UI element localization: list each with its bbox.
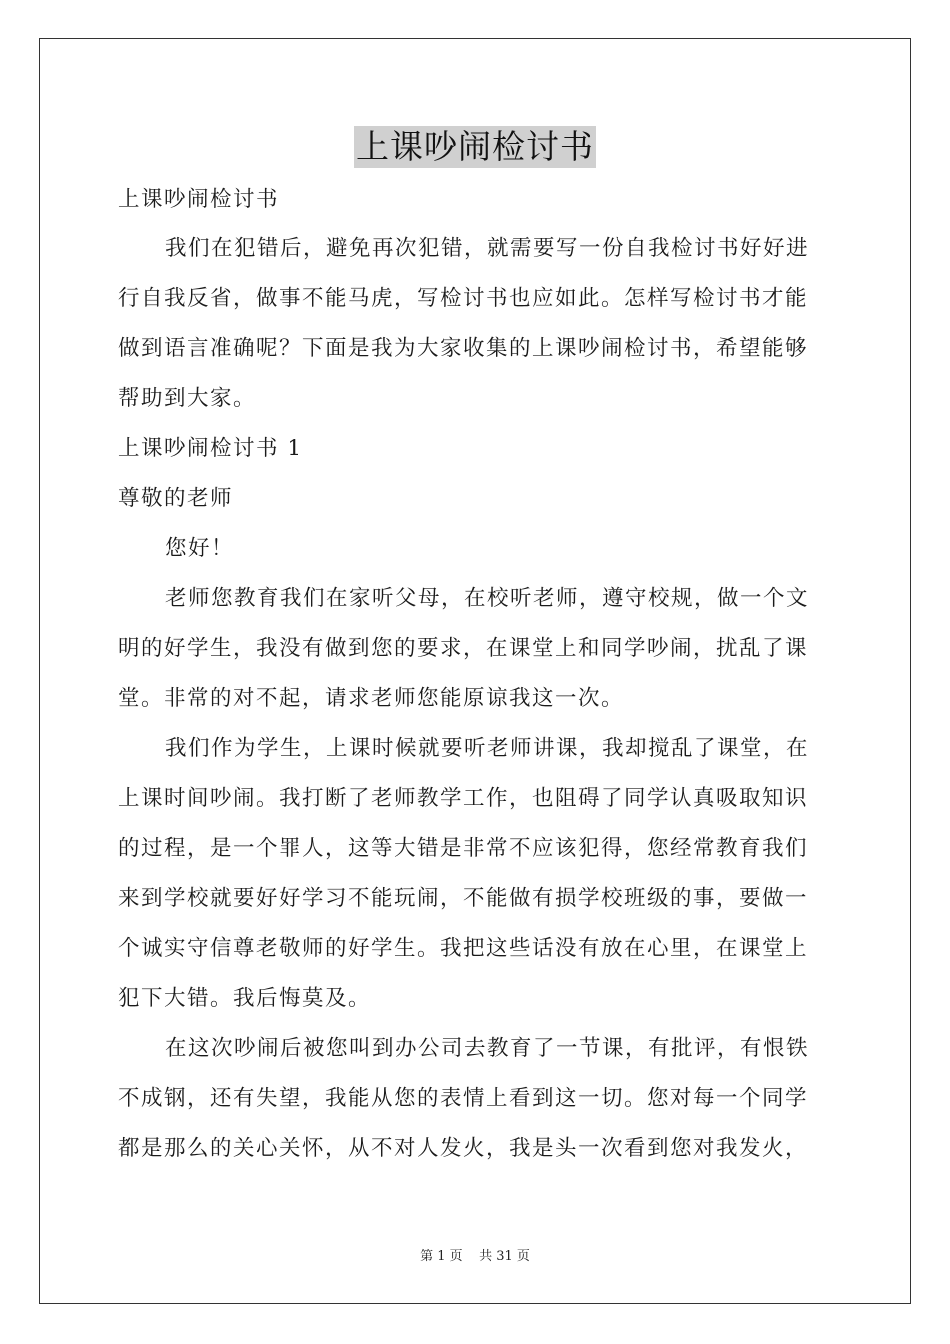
document-title: 上课吵闹检讨书 — [356, 127, 594, 166]
body-line: 明的好学生，我没有做到您的要求，在课堂上和同学吵闹，扰乱了课 — [118, 636, 809, 661]
greeting: 您好！ — [165, 536, 235, 561]
page-border — [39, 38, 911, 1304]
body-line: 不成钢，还有失望，我能从您的表情上看到这一切。您对每一个同学 — [118, 1086, 809, 1111]
body-line: 堂。非常的对不起，请求老师您能原谅我这一次。 — [118, 686, 625, 711]
page-number-label: 第 1 页 共 31 页 — [420, 1249, 530, 1264]
section-heading: 上课吵闹检讨书 1 — [118, 436, 303, 461]
subtitle-line: 上课吵闹检讨书 — [118, 187, 280, 212]
body-line: 来到学校就要好好学习不能玩闹，不能做有损学校班级的事，要做一 — [118, 886, 809, 911]
body-line: 老师您教育我们在家听父母，在校听老师，遵守校规，做一个文 — [165, 586, 810, 611]
body-line: 个诚实守信尊老敬师的好学生。我把这些话没有放在心里，在课堂上 — [118, 936, 809, 961]
body-line: 行自我反省，做事不能马虎，写检讨书也应如此。怎样写检讨书才能 — [118, 286, 809, 311]
body-line: 都是那么的关心关怀，从不对人发火，我是头一次看到您对我发火， — [118, 1136, 809, 1161]
page-footer — [0, 1249, 950, 1265]
body-line: 的过程，是一个罪人，这等大错是非常不应该犯得，您经常教育我们 — [118, 836, 809, 861]
body-line: 我们作为学生，上课时候就要听老师讲课，我却搅乱了课堂，在 — [165, 736, 810, 761]
body-line: 做到语言准确呢？下面是我为大家收集的上课吵闹检讨书，希望能够 — [118, 336, 809, 361]
body-line: 我们在犯错后，避免再次犯错，就需要写一份自我检讨书好好进 — [165, 236, 810, 261]
title-container — [0, 126, 950, 168]
body-line: 帮助到大家。 — [118, 386, 257, 411]
body-line: 在这次吵闹后被您叫到办公司去教育了一节课，有批评，有恨铁 — [165, 1036, 810, 1061]
body-line: 犯下大错。我后悔莫及。 — [118, 986, 372, 1011]
salutation: 尊敬的老师 — [118, 486, 234, 511]
body-line: 上课时间吵闹。我打断了老师教学工作，也阻碍了同学认真吸取知识 — [118, 786, 809, 811]
